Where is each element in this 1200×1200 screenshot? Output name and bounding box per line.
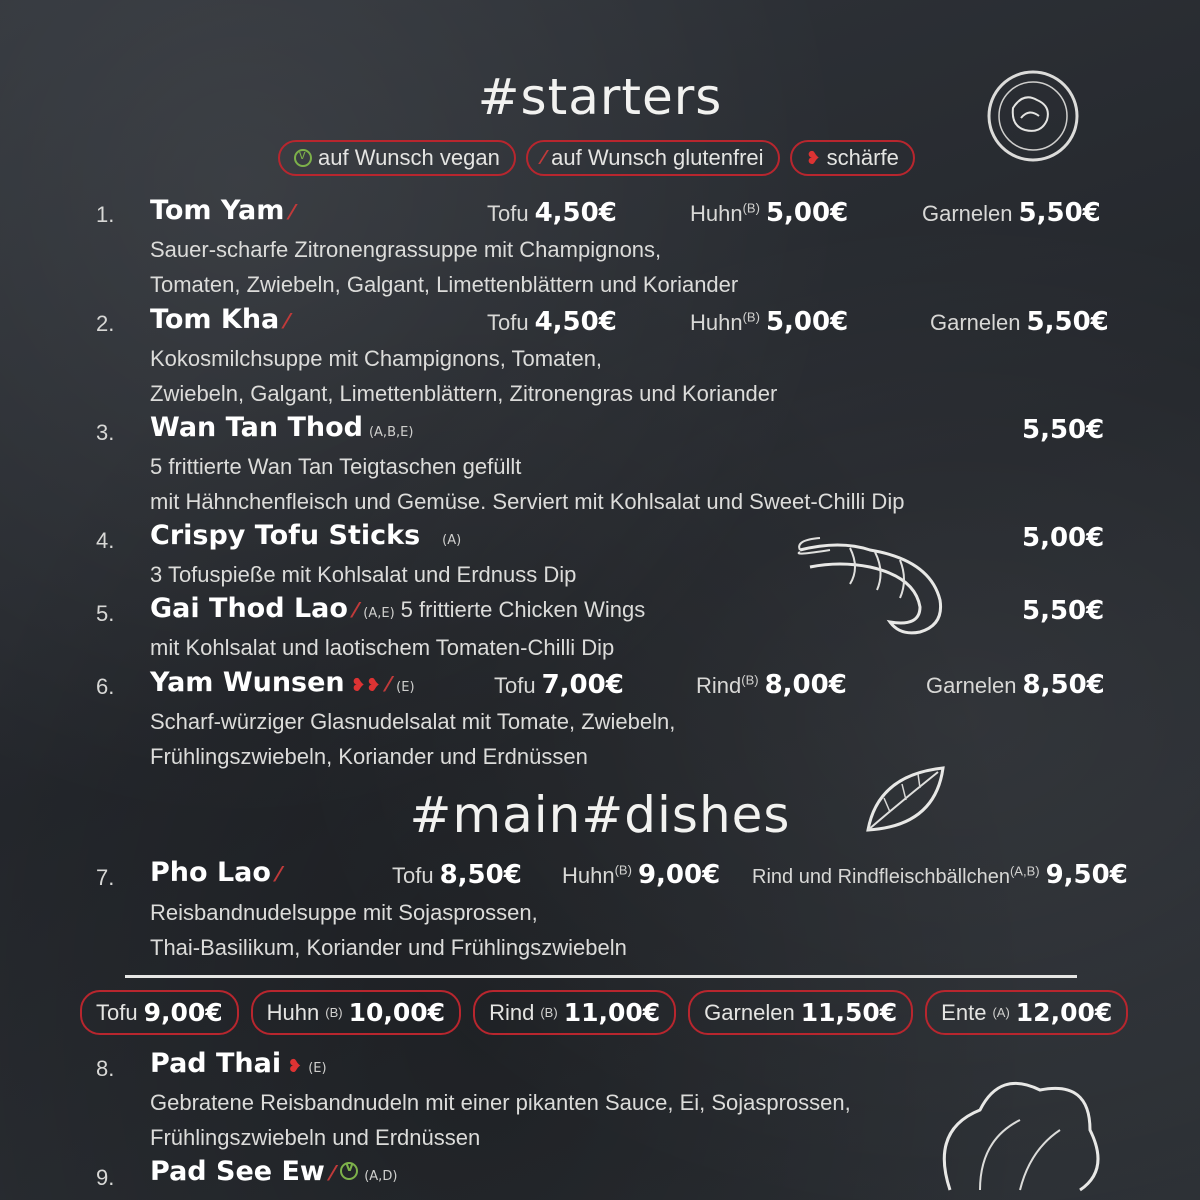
price-huhn: Huhn$^{(B)}$ 5,00€: [690, 307, 849, 337]
item-number: 3.: [96, 420, 115, 445]
item-description: Scharf-würziger Glasnudelsalat mit Tomate, Zwiebeln, Frühlingszwiebeln, Koriander und Erdnüssen: [150, 709, 676, 769]
item-number: 4.: [96, 528, 115, 553]
price-garnelen: Garnelen 5,50€: [930, 307, 1109, 337]
main-dishes-title: #main#dishes: [409, 786, 791, 844]
item-number: 9.: [96, 1165, 115, 1190]
item-name: Yam Wunsen ❥❥ ⁄ (E): [150, 667, 415, 698]
wheat-crossed-icon: ⁄: [353, 598, 358, 622]
price-single: 5,50€: [1022, 596, 1105, 626]
item-number: 5.: [96, 601, 115, 626]
price-pill-huhn: Huhn (B) 10,00€: [251, 990, 461, 1035]
starters-title: #starters: [477, 68, 723, 126]
legend-glutenfree: ⁄ auf Wunsch glutenfrei: [526, 140, 780, 176]
item-number: 1.: [96, 202, 115, 227]
item-name: Gai Thod Lao ⁄ (A,E) 5 frittierte Chicken Wings: [150, 593, 646, 624]
price-garnelen: Garnelen 8,50€: [926, 670, 1105, 700]
item-description: Reisbandnudelsuppe mit Sojasprossen, Thai-Basilikum, Koriander und Frühlingszwiebeln: [150, 900, 627, 960]
item-number: 6.: [96, 674, 115, 699]
item-name: Pad See Ew ⁄ v (A,D): [150, 1156, 397, 1187]
item-description: Kokosmilchsuppe mit Champignons, Tomaten, Zwiebeln, Galgant, Limettenblättern, Zitronengras und Koriander: [150, 346, 778, 406]
chili-icon: ❥❥: [350, 675, 381, 696]
wheat-crossed-icon: ⁄: [276, 862, 281, 886]
item-number: 7.: [96, 865, 115, 890]
chili-icon: ❥: [287, 1056, 303, 1077]
price-pill-garnelen: Garnelen 11,50€: [688, 990, 913, 1035]
price-tofu: Tofu 7,00€: [494, 670, 624, 700]
vegan-icon: [294, 149, 312, 167]
wheat-crossed-icon: ⁄: [386, 672, 391, 696]
item-description: Sauer-scharfe Zitronengrassuppe mit Champignons, Tomaten, Zwiebeln, Galgant, Limettenblättern und Koriander: [150, 237, 739, 297]
item-description: Gebratene Reisbandnudeln mit einer pikanten Sauce, Ei, Sojasprossen, Frühlingszwiebeln und Erdnüssen: [150, 1090, 851, 1150]
price-bar: [80, 990, 1128, 1035]
item-name: Pho Lao ⁄: [150, 857, 281, 888]
divider: [125, 975, 1077, 978]
price-single: 5,50€: [1022, 415, 1105, 445]
item-name: Tom Yam ⁄: [150, 195, 294, 226]
price-tofu: Tofu 4,50€: [487, 307, 617, 337]
item-name: Tom Kha ⁄: [150, 304, 289, 335]
soup-bowl-icon: [985, 68, 1081, 164]
price-pill-rind: Rind (B) 11,00€: [473, 990, 676, 1035]
legend-spicy: ❥ schärfe: [790, 140, 915, 176]
price-rind: Rind und Rindfleischbällchen$^{(A,B)}$ 9,50€: [752, 860, 1128, 890]
legend-vegan: v auf Wunsch vegan: [278, 140, 516, 176]
item-name: Crispy Tofu Sticks (A): [150, 520, 462, 551]
wheat-crossed-icon: ⁄: [330, 1161, 335, 1185]
item-number: 2.: [96, 311, 115, 336]
item-name: Pad Thai ❥ (E): [150, 1048, 327, 1079]
shrimp-icon: [790, 530, 960, 640]
price-huhn: Huhn$^{(B)}$ 5,00€: [690, 198, 849, 228]
price-huhn: Huhn$^{(B)}$ 9,00€: [562, 860, 721, 890]
basil-leaf-icon: [860, 760, 950, 840]
price-single: 5,00€: [1022, 523, 1105, 553]
item-description: mit Kohlsalat und laotischem Tomaten-Chilli Dip: [150, 635, 615, 660]
item-name: Wan Tan Thod (A,B,E): [150, 412, 414, 443]
vegan-icon: [340, 1162, 358, 1180]
wheat-crossed-icon: ⁄: [285, 309, 289, 333]
wheat-crossed-icon: ⁄: [541, 146, 546, 169]
price-garnelen: Garnelen 5,50€: [922, 198, 1101, 228]
item-description: 3 Tofuspieße mit Kohlsalat und Erdnuss Dip: [150, 562, 577, 587]
legend: [278, 140, 915, 176]
price-pill-tofu: Tofu 9,00€: [80, 990, 239, 1035]
chili-icon: ❥: [805, 147, 821, 168]
price-rind: Rind$^{(B)}$ 8,00€: [696, 670, 847, 700]
wheat-crossed-icon: ⁄: [290, 200, 294, 224]
item-description: 5 frittierte Wan Tan Teigtaschen gefüllt mit Hähnchenfleisch und Gemüse. Serviert mit Kohlsalat und Sweet-Chilli Dip: [150, 454, 905, 514]
price-pill-ente: Ente (A) 12,00€: [925, 990, 1128, 1035]
price-tofu: Tofu 4,50€: [487, 198, 617, 228]
price-tofu: Tofu 8,50€: [392, 860, 522, 890]
item-number: 8.: [96, 1056, 115, 1081]
lettuce-icon: [930, 1070, 1100, 1200]
